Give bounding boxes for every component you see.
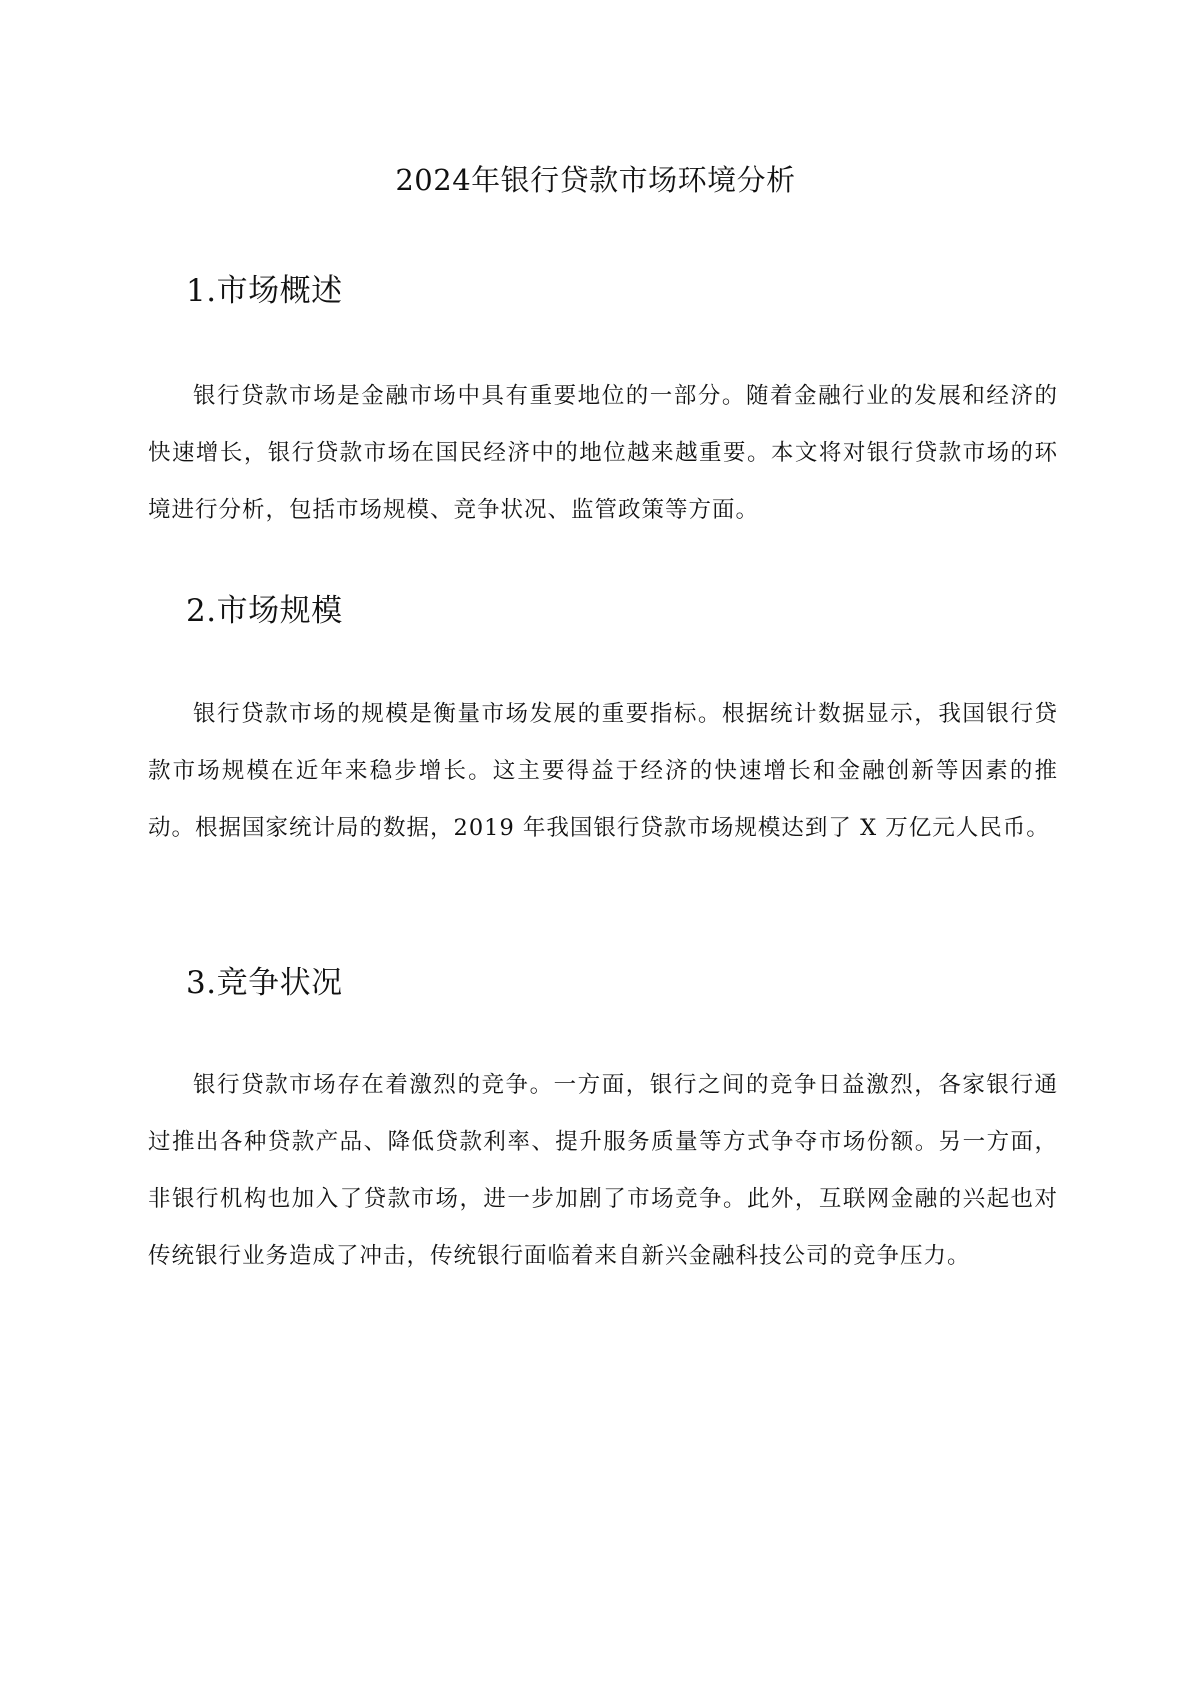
section-heading-competition: 3.竞争状况 <box>186 965 343 1001</box>
section-heading-market-size: 2.市场规模 <box>186 593 343 629</box>
document-title: 2024年银行贷款市场环境分析 <box>395 163 796 197</box>
section-heading-market-overview: 1.市场概述 <box>186 273 343 309</box>
section-paragraph-market-overview: 银行贷款市场是金融市场中具有重要地位的一部分。随着金融行业的发展和经济的快速增长，银行贷款市场在国民经济中的地位越来越重要。本文将对银行贷款市场的环境进行分析，包括市场规模、竞争状况、监管政策等方面。 <box>148 383 1058 523</box>
section-paragraph-competition: 银行贷款市场存在着激烈的竞争。一方面，银行之间的竞争日益激烈，各家银行通过推出各种贷款产品、降低贷款利率、提升服务质量等方式争夺市场份额。另一方面，非银行机构也加入了贷款市场，进一步加剧了市场竞争。此外，互联网金融的兴起也对传统银行业务造成了冲击，传统银行面临着来自新兴金融科技公司的竞争压力。 <box>148 1072 1058 1269</box>
section-paragraph-market-size: 银行贷款市场的规模是衡量市场发展的重要指标。根据统计数据显示，我国银行贷款市场规模在近年来稳步增长。这主要得益于经济的快速增长和金融创新等因素的推动。根据国家统计局的数据，2019 年我国银行贷款市场规模达到了 X 万亿元人民币。 <box>148 701 1058 841</box>
